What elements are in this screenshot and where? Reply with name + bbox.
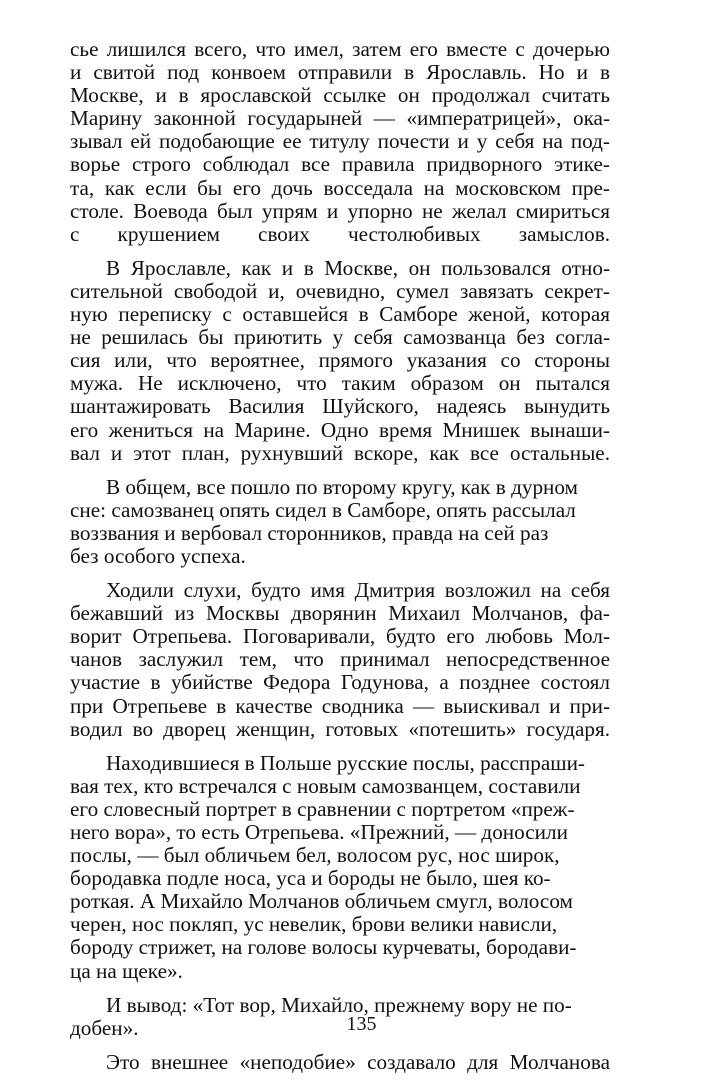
text-line: него вора», то есть Отрепьева. «Прежний, — доносили (70, 820, 568, 844)
text-line: ворье строго соблюдал все правила придворного этике- (70, 152, 610, 177)
text-line: ворит Отрепьева. Поговаривали, будто его любовь Мол- (70, 624, 610, 649)
text-line: мужа. Не исключено, что таким образом он пытался (70, 371, 610, 396)
text-line: водил во дворец женщин, готовых «потешить» государя. (70, 716, 610, 741)
text-line: чанов заслужил тем, что принимал непосредственное (70, 647, 610, 672)
text-line: столе. Воевода был упрям и упорно не желал смириться (70, 198, 610, 223)
text-line: бороду стрижет, на голове волосы курчеваты, бородави- (70, 935, 577, 960)
text-line: та, как если бы его дочь восседала на московском пре- (70, 175, 610, 200)
paragraph (70, 1051, 610, 1074)
text-line: сье лишился всего, что имел, затем его вместе с дочерью (70, 37, 610, 61)
paragraph (70, 476, 610, 568)
page-number: 135 (346, 1013, 377, 1035)
text-line: вал и этот план, рухнувший вскоре, как все остальные. (70, 440, 610, 465)
text-line: при Отрепьеве в качестве сводника — выискивал и при- (70, 693, 610, 718)
text-line: сия или, что вероятнее, прямого указания со стороны (70, 348, 610, 373)
text-line: добен». (70, 1015, 139, 1040)
text-line: не решилась бы приютить у себя самозванца без согла- (70, 325, 610, 350)
text-line: с крушением своих честолюбивых замыслов. (70, 221, 610, 246)
text-line: В общем, все пошло по второму кругу, как в дурном (106, 474, 578, 499)
text-line: воззвания и вербовал сторонников, правда на сей раз (70, 520, 549, 545)
text-line: роткая. А Михайло Молчанов обличьем смугл, волосом (70, 889, 573, 914)
paragraph (70, 257, 610, 465)
text-line: без особого успеха. (70, 543, 246, 568)
text-line: Это внешнее «неподобие» создавало для Молчанова (106, 1049, 610, 1074)
text-line: ную переписку с оставшейся в Самборе женой, которая (70, 302, 610, 327)
text-line: вая тех, кто встречался с новым самозванцем, составили (70, 773, 581, 798)
text-line: черен, нос покляп, ус невелик, брови велики нависли, (70, 912, 558, 937)
text-line: Ходили слухи, будто имя Дмитрия возложил на себя (106, 578, 610, 603)
text-line: И вывод: «Тот вор, Михайло, прежнему вору не по- (106, 992, 572, 1017)
text-line: его жениться на Марине. Одно время Мнишек вынаши- (70, 417, 610, 442)
text-line: Москве, и в ярославской ссылке он продолжал считать (70, 83, 610, 108)
text-line: послы, — был обличьем бел, волосом рус, нос широк, (70, 843, 560, 868)
text-line: сительной свободой и, очевидно, сумел завязать секрет- (70, 278, 610, 303)
paragraph (70, 752, 610, 983)
text-line: участие в убийстве Федора Годунова, а позднее состоял (70, 670, 610, 695)
text-line: и свитой под конвоем отправили в Ярославль. Но и в (70, 60, 610, 85)
text-line: шантажировать Василия Шуйского, надеясь вынудить (70, 394, 610, 419)
text-line: бородавка подле носа, уса и бороды не было, шея ко- (70, 866, 551, 891)
text-line: бежавший из Москвы дворянин Михаил Молчанов, фа- (70, 601, 610, 626)
text-line: ца на щеке». (70, 958, 183, 983)
text-line: сне: самозванец опять сидел в Самборе, опять рассылал (70, 497, 576, 522)
text-line: Марину законной государыней — «императрицей», ока- (70, 106, 610, 131)
paragraph (70, 38, 610, 246)
page-text-body (70, 38, 610, 1074)
paragraph (70, 579, 610, 741)
text-line: его словесный портрет в сравнении с портретом «преж- (70, 796, 575, 821)
text-line: В Ярославле, как и в Москве, он пользовался отно- (106, 255, 610, 280)
text-line: зывал ей подобающие ее титулу почести и у себя на под- (70, 129, 610, 154)
text-line: Находившиеся в Польше русские послы, расспраши- (106, 750, 585, 775)
